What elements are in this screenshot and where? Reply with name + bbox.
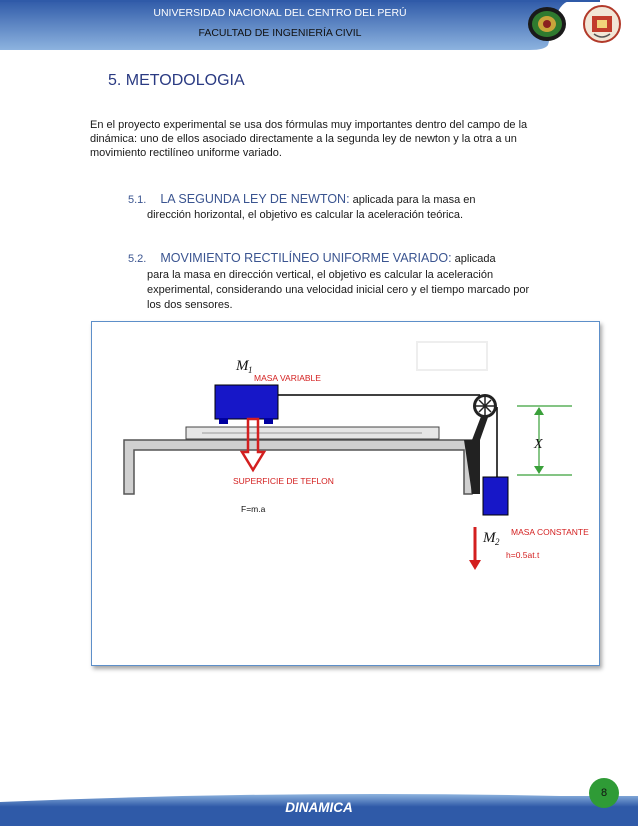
- subsection-heading-5-1: [128, 192, 476, 206]
- intro-paragraph: [90, 118, 560, 160]
- page-header: [0, 0, 638, 52]
- m1-label: M: [236, 358, 249, 374]
- superficie-label: SUPERFICIE DE TEFLON: [233, 476, 334, 486]
- x-label: X: [534, 437, 543, 452]
- subsection-number: 5.2.: [128, 253, 147, 265]
- body-line: experimental, considerando una velocidad inicial cero y el tiempo marcado por: [147, 284, 530, 296]
- masa-constante-label: MASA CONSTANTE: [511, 527, 589, 537]
- university-logo-icon: [527, 4, 567, 44]
- mass-m1: [215, 385, 278, 419]
- experiment-diagram-svg: [92, 322, 599, 665]
- formula-f: F=m.a: [241, 504, 266, 514]
- mass-m2: [483, 477, 508, 515]
- intro-line: En el proyecto experimental se usa dos fórmulas muy importantes dentro del campo de la: [90, 119, 528, 131]
- faculty-name: FACULTAD DE INGENIERÍA CIVIL: [198, 27, 362, 39]
- subsection-body-5-1: [147, 208, 463, 223]
- m2-label: M: [483, 530, 496, 546]
- subsection-inline-text: aplicada: [454, 253, 496, 265]
- page-number: 8: [589, 778, 619, 808]
- fall-arrow: [469, 560, 481, 570]
- svg-text:2: 2: [495, 537, 500, 547]
- body-line: dirección horizontal, el objetivo es calcular la aceleración teórica.: [147, 209, 464, 221]
- subsection-body-5-2: [147, 268, 529, 313]
- subsection-number: 5.1.: [128, 194, 147, 206]
- intro-line: movimiento rectilíneo uniforme variado.: [90, 147, 282, 159]
- experiment-diagram: [91, 321, 600, 666]
- body-line: los dos sensores.: [147, 299, 233, 311]
- faculty-logo-icon: [582, 4, 622, 44]
- subsection-title: LA SEGUNDA LEY DE NEWTON:: [160, 192, 350, 206]
- formula-h: h=0.5at.t: [506, 550, 540, 560]
- university-name: UNIVERSIDAD NACIONAL DEL CENTRO DEL PERÚ: [153, 7, 407, 19]
- subsection-inline-text: aplicada para la masa en: [352, 194, 476, 206]
- subsection-title: MOVIMIENTO RECTILÍNEO UNIFORME VARIADO:: [160, 251, 452, 265]
- subsection-heading-5-2: [128, 251, 496, 265]
- section-title: 5. METODOLOGIA: [108, 72, 245, 89]
- body-line: para la masa en dirección vertical, el objetivo es calcular la aceleración: [147, 269, 494, 281]
- masa-variable-label: MASA VARIABLE: [254, 373, 321, 383]
- intro-line: dinámica: uno de ellos asociado directamente a la segunda ley de newton y la otra a un: [90, 133, 517, 145]
- svg-text:1: 1: [248, 365, 253, 375]
- footer-title: DINAMICA: [285, 800, 353, 815]
